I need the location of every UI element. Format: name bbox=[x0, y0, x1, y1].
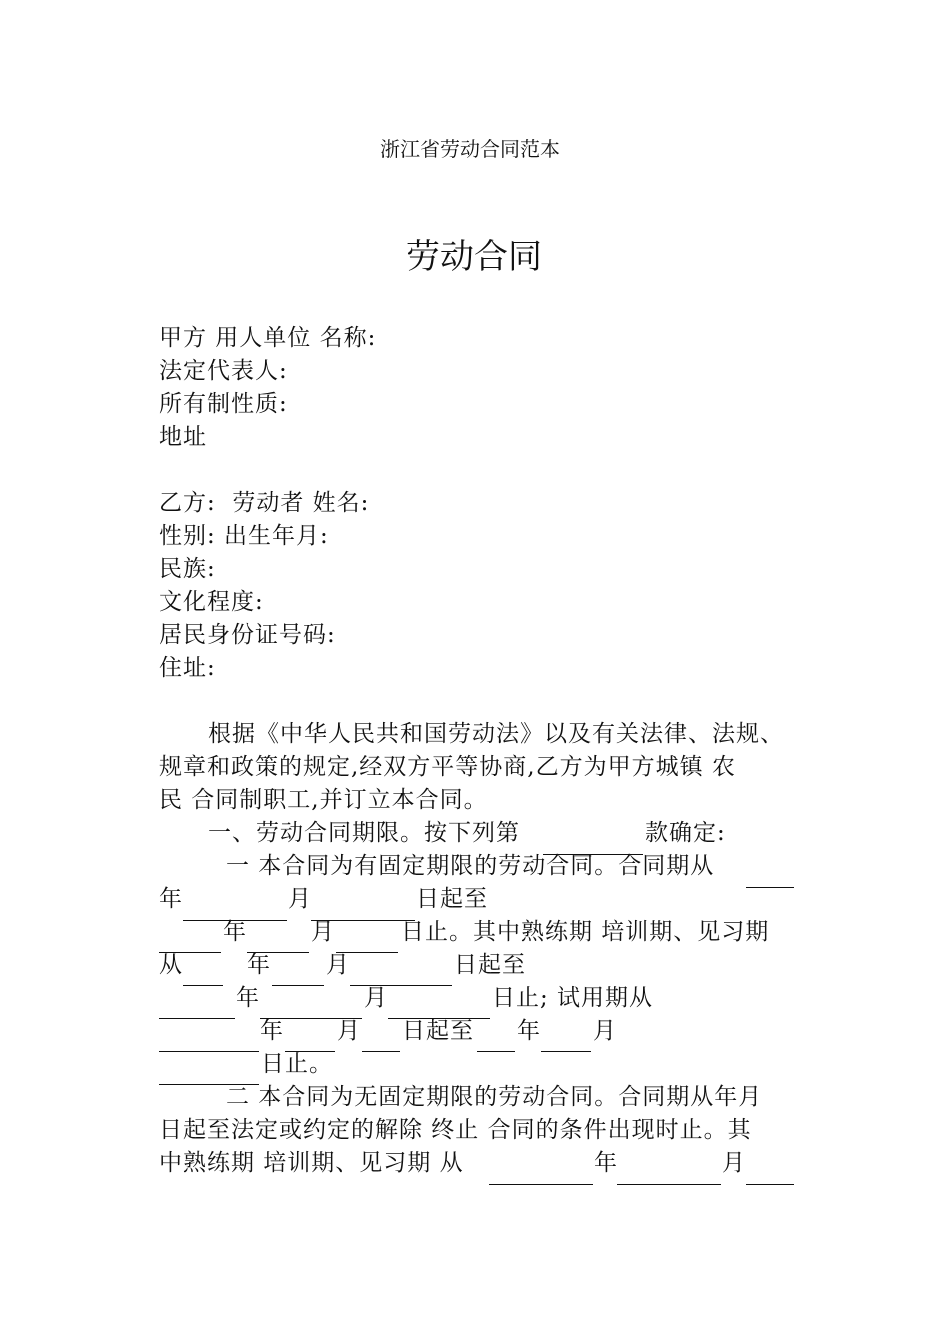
party-b-gender-label: 性别: 出生年月: bbox=[159, 523, 329, 549]
item-1-training-month-label: 月 bbox=[326, 952, 350, 978]
document-title: 劳动合同 bbox=[406, 237, 542, 277]
training-start-month-blank bbox=[272, 985, 324, 986]
item-1-training-year-label: 年 bbox=[247, 952, 271, 978]
item-1-training-end-year-label: 年 bbox=[236, 985, 260, 1011]
item-1-probation-day-from: 日起至 bbox=[402, 1018, 474, 1044]
party-b-name-label: 乙方: 劳动者 姓名: bbox=[159, 490, 370, 516]
item-2-line-2: 日起至法定或约定的解除 终止 合同的条件出现时止。其 bbox=[159, 1117, 752, 1143]
item-1-month-label: 月 bbox=[288, 886, 312, 912]
item-1-training-end-month-label: 月 bbox=[364, 985, 388, 1011]
item-1-from-label: 从 bbox=[159, 952, 183, 978]
party-b-ethnicity-label: 民族: bbox=[159, 556, 216, 582]
item-1-day-to-training: 日止。其中熟练期 培训期、见习期 bbox=[401, 919, 770, 945]
item-1-probation-end-year-label: 年 bbox=[517, 1018, 541, 1044]
party-a-ownership-label: 所有制性质: bbox=[159, 391, 288, 417]
item-2-line-1: 二 本合同为无固定期限的劳动合同。合同期从年月 bbox=[226, 1084, 763, 1110]
start-year-blank bbox=[746, 887, 794, 888]
section-1-heading: 一、劳动合同期限。按下列第 bbox=[208, 820, 520, 846]
party-b-address-label: 住址: bbox=[159, 655, 216, 681]
item-2-month-label: 月 bbox=[722, 1150, 746, 1176]
item-1-end-month-label: 月 bbox=[311, 919, 335, 945]
document-header: 浙江省劳动合同范本 bbox=[380, 137, 560, 161]
item-1-probation-end-month-label: 月 bbox=[593, 1018, 617, 1044]
party-b-education-label: 文化程度: bbox=[159, 589, 264, 615]
item-2-training-day-blank bbox=[746, 1184, 794, 1185]
training-end-year-blank bbox=[159, 1018, 235, 1019]
item-1-day-end: 日止。 bbox=[261, 1051, 333, 1077]
party-a-address-label: 地址 bbox=[159, 424, 207, 450]
item-1-day-to-semicolon: 日止; 试用期从 bbox=[492, 985, 654, 1011]
item-1-year-label: 年 bbox=[159, 886, 183, 912]
item-2-training-month-blank bbox=[617, 1184, 721, 1185]
probation-end-month-blank bbox=[541, 1051, 591, 1052]
preamble-line-1: 根据《中华人民共和国劳动法》以及有关法律、法规、 bbox=[208, 721, 784, 747]
party-a-rep-label: 法定代表人: bbox=[159, 358, 288, 384]
preamble-line-2: 规章和政策的规定,经双方平等协商,乙方为甲方城镇 农 bbox=[159, 754, 736, 780]
preamble-line-3: 民 合同制职工,并订立本合同。 bbox=[159, 787, 488, 813]
party-b-id-label: 居民身份证号码: bbox=[159, 622, 336, 648]
section-1-heading-end: 款确定: bbox=[645, 820, 726, 846]
item-1-training-day-from: 日起至 bbox=[454, 952, 526, 978]
probation-start-day-blank bbox=[362, 1051, 400, 1052]
item-1-probation-year-label: 年 bbox=[260, 1018, 284, 1044]
party-a-name-label: 甲方 用人单位 名称: bbox=[159, 325, 377, 351]
item-2-training-year-blank bbox=[489, 1184, 593, 1185]
item-2-line-3: 中熟练期 培训期、见习期 从 bbox=[159, 1150, 464, 1176]
item-1-day-from: 日起至 bbox=[416, 886, 488, 912]
probation-end-year-blank bbox=[477, 1051, 515, 1052]
item-1-end-year-label: 年 bbox=[223, 919, 247, 945]
item-2-year-label: 年 bbox=[594, 1150, 618, 1176]
training-start-year-blank bbox=[183, 985, 223, 986]
item-1-probation-month-label: 月 bbox=[337, 1018, 361, 1044]
probation-start-year-blank bbox=[159, 1051, 259, 1052]
item-1-intro: 一 本合同为有固定期限的劳动合同。合同期从 bbox=[226, 853, 715, 879]
